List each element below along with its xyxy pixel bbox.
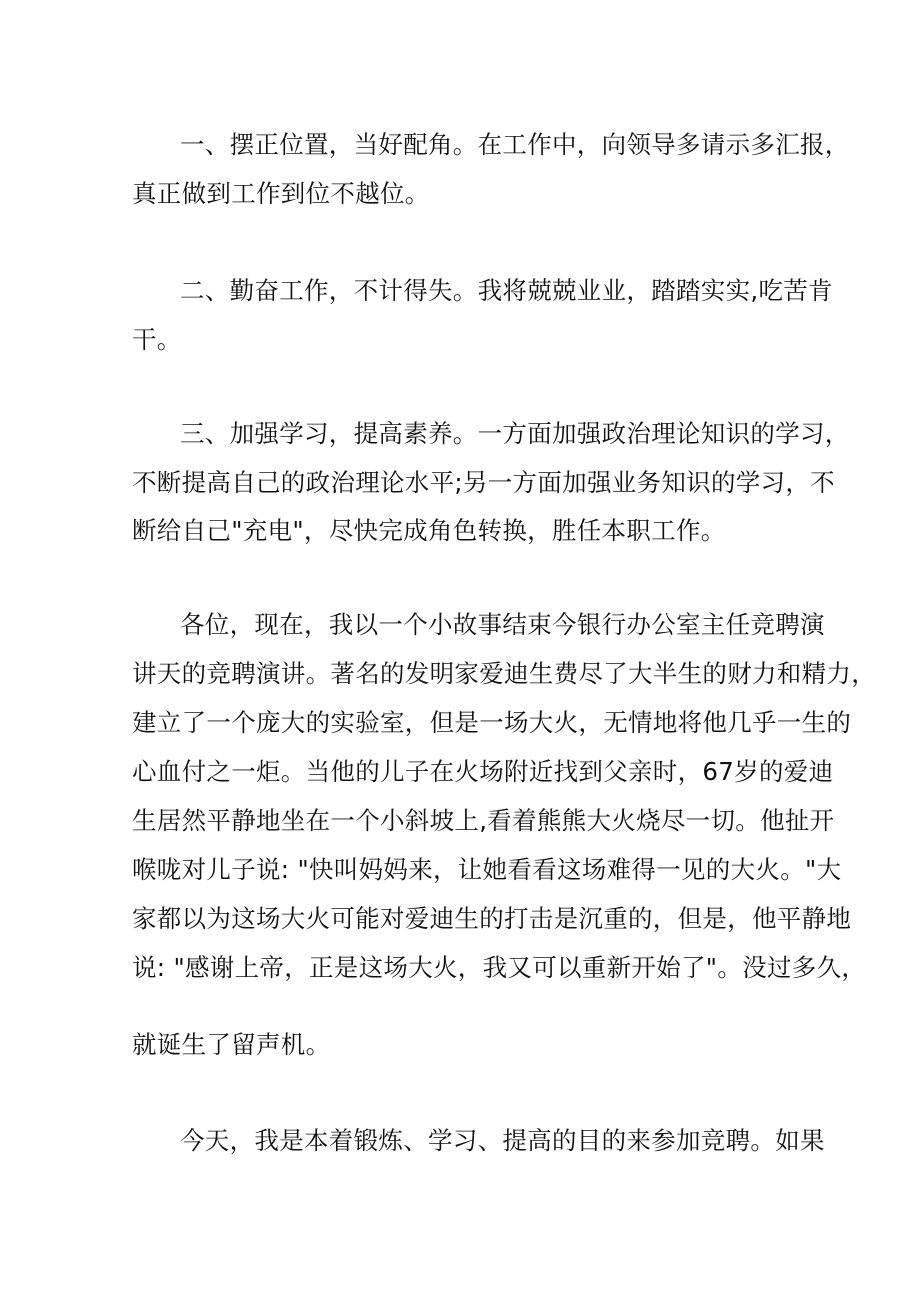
paragraph-4-line-5: 生居然平静地坐在一个小斜坡上,看着熊熊大火烧尽一切。他扯开 — [132, 806, 835, 835]
paragraph-3-line-1: 三、加强学习，提高素养。一方面加强政治理论知识的学习， — [180, 419, 850, 448]
paragraph-2-line-2: 干。 — [132, 325, 182, 354]
paragraph-4-line-8: 说: "感谢上帝，正是这场大火，我又可以重新开始了"。没过多久， — [132, 953, 867, 982]
paragraph-4-line-7: 家都以为这场大火可能对爱迪生的打击是沉重的，但是，他平静地 — [132, 904, 852, 933]
paragraph-1-line-1: 一、摆正位置，当好配角。在工作中，向领导多请示多汇报， — [180, 130, 850, 159]
paragraph-3-line-2: 不断提高自己的政治理论水平;另一方面加强业务知识的学习，不 — [132, 468, 835, 497]
paragraph-4-line-2: 讲天的竞聘演讲。著名的发明家爱迪生费尽了大半生的财力和精力， — [132, 659, 876, 688]
paragraph-3-line-3: 断给自己"充电"，尽快完成角色转换，胜任本职工作。 — [132, 516, 726, 545]
paragraph-4-line-3: 建立了一个庞大的实验室，但是一场大火，无情地将他几乎一生的 — [132, 708, 852, 737]
paragraph-4-line-6: 喉咙对儿子说: "快叫妈妈来，让她看看这场难得一见的大火。"大 — [132, 855, 842, 884]
paragraph-5-line-1: 今天，我是本着锻炼、学习、提高的目的来参加竞聘。如果 — [180, 1126, 825, 1155]
paragraph-4-line-9: 就诞生了留声机。 — [132, 1030, 331, 1059]
paragraph-4-line-4: 心血付之一炬。当他的儿子在火场附近找到父亲时，67岁的爱迪 — [132, 757, 834, 786]
paragraph-2-line-1: 二、勤奋工作，不计得失。我将兢兢业业，踏踏实实,吃苦肯 — [180, 276, 833, 305]
paragraph-1-line-2: 真正做到工作到位不越位。 — [132, 179, 430, 208]
paragraph-4-line-1: 各位，现在，我以一个小故事结束今银行办公室主任竞聘演 — [180, 610, 825, 639]
